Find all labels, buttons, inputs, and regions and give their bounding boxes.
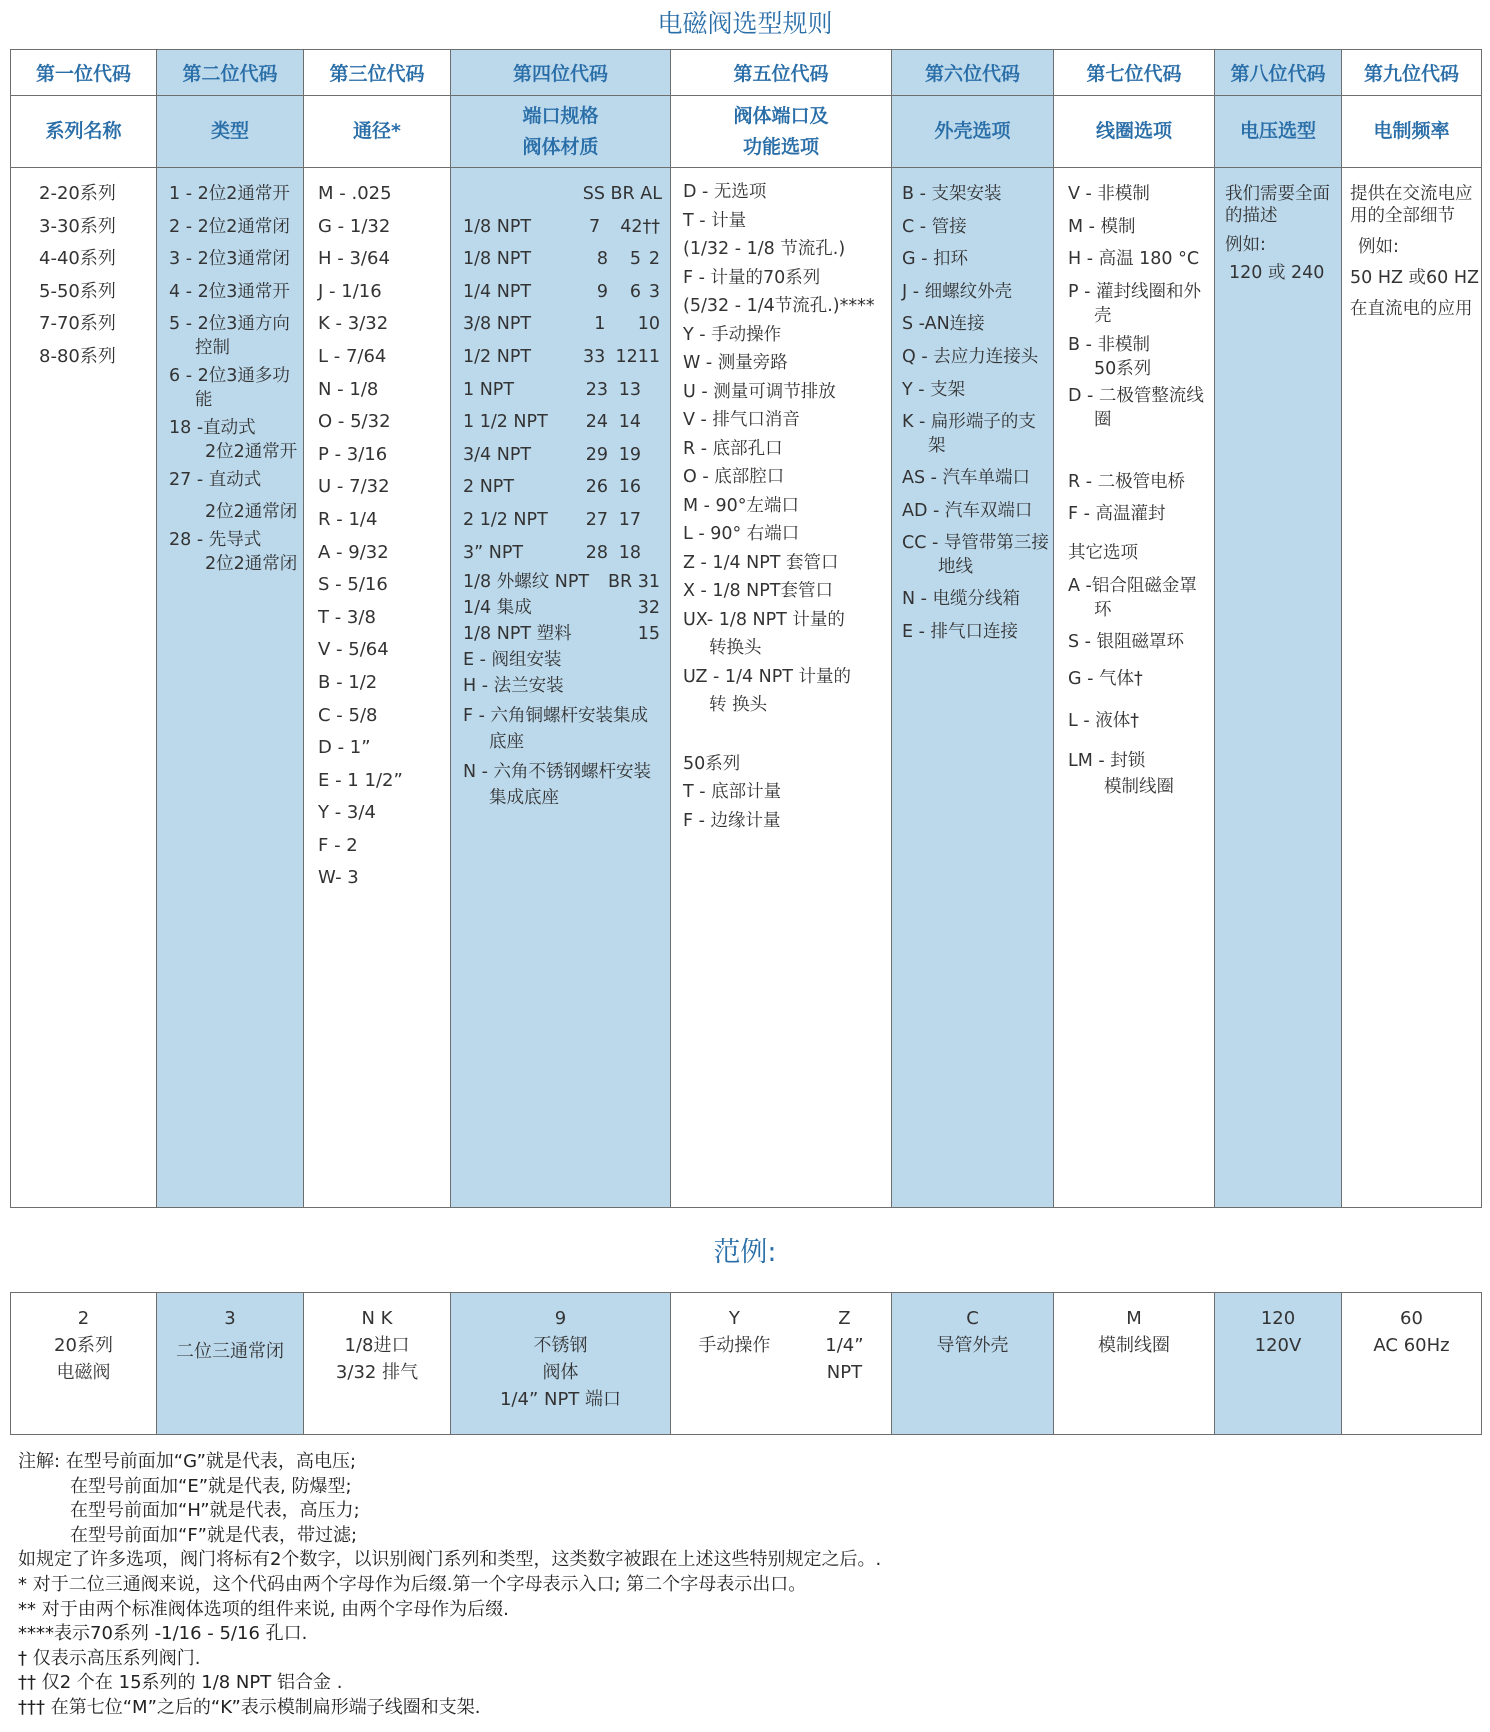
header-name-4: 端口规格 阀体材质 [451, 96, 671, 168]
example-port [451, 1293, 671, 1435]
special-value: 15 [637, 624, 660, 645]
coil-item: B - 非模制 [1068, 334, 1150, 355]
port-option: N - 六角不锈钢螺杆安装集成底座 [463, 762, 652, 809]
enclosure-column [892, 168, 1054, 1208]
orifice-item: G - 1/32 [318, 215, 391, 237]
port-row [463, 374, 664, 407]
enclosure-item: Y - 支架 [902, 379, 966, 400]
ss-code: 1 [594, 314, 606, 335]
enclosure-item: B - 支架安装 [902, 184, 1002, 204]
function-options-column [671, 168, 892, 1208]
function-item-detail: 转换头 [709, 638, 762, 658]
note-line: ****表示70系列 -1/16 - 5/16 孔口. [18, 1623, 308, 1645]
series-column [11, 168, 157, 1208]
type-item: 2 - 2位2通常闭 [169, 216, 290, 237]
header-name-3: 通径* [304, 96, 451, 168]
al-code: 10 [637, 314, 660, 335]
selection-rules-table [10, 49, 1482, 1208]
special-value: BR 31 [608, 572, 660, 593]
series-item: 5-50系列 [39, 280, 116, 302]
example-desc: 3/32 排气 [335, 1362, 419, 1383]
port-row [463, 439, 664, 472]
type-item-detail: 2位2通常闭 [205, 554, 298, 575]
enclosure-item: K - 扁形端子的支架 [902, 412, 1036, 457]
port-size: 3/8 NPT [463, 314, 532, 335]
function-item: U - 测量可调节排放 [683, 381, 836, 402]
port-row [463, 276, 664, 309]
example-orifice [304, 1293, 451, 1435]
ss-code: 29 [585, 444, 608, 465]
port-row [463, 504, 664, 537]
br-code: 17 [618, 509, 641, 530]
header-name-2: 类型 [157, 96, 304, 168]
series-item: 2-20系列 [39, 183, 116, 204]
br-code: 4 [620, 216, 632, 237]
function-item: L - 90° 右端口 [683, 524, 800, 544]
enclosure-item: Q - 去应力连接头 [902, 346, 1039, 367]
type-item-detail: 2位2通常闭 [205, 502, 298, 523]
example-desc: 导管外壳 [936, 1335, 1009, 1356]
header-code-7: 第七位代码 [1054, 50, 1215, 96]
orifice-item: C - 5/8 [318, 704, 378, 726]
header-name-1: 系列名称 [11, 96, 157, 168]
example-desc: 120V [1254, 1335, 1302, 1356]
example-desc: 模制线圈 [1098, 1335, 1170, 1356]
function-item: M - 90°左端口 [683, 495, 800, 516]
port-size: 1/2 NPT [463, 346, 532, 367]
coil-item-detail: 50系列 [1094, 358, 1152, 379]
example-code: 120 [1260, 1308, 1296, 1329]
function-item: V - 排气口消音 [683, 410, 800, 430]
function-item: R - 底部孔口 [683, 438, 783, 459]
orifice-item: B - 1/2 [318, 671, 378, 693]
type-item: 6 - 2位3通多功能 [169, 366, 290, 411]
function-item: (5/32 - 1/4节流孔.)**** [683, 296, 875, 316]
note-line: † 仅表示高压系列阀门. [18, 1647, 201, 1669]
voltage-example-label: 例如: [1225, 235, 1266, 255]
frequency-example-label: 例如: [1358, 237, 1399, 257]
note-line: * 对于二位三通阀来说，这个代码由两个字母作为后缀.第一个字母表示入口; 第二个字母表示出口。 [18, 1573, 807, 1595]
series-item: 4-40系列 [39, 248, 116, 270]
example-desc: 1/4” [825, 1335, 864, 1356]
example-desc: AC 60Hz [1373, 1335, 1450, 1356]
port-size: 3/4 NPT [463, 444, 532, 465]
orifice-item: J - 1/16 [318, 280, 382, 302]
br-code: 19 [618, 444, 641, 465]
example-desc: 阀体 [542, 1362, 579, 1383]
enclosure-item: AD - 汽车双端口 [902, 500, 1033, 521]
type-item: 1 - 2位2通常开 [169, 184, 290, 204]
function-item: O - 底部腔口 [683, 467, 785, 487]
orifice-column [304, 168, 451, 1208]
orifice-item: H - 3/64 [318, 248, 390, 270]
coil-item: R - 二极管电桥 [1068, 471, 1186, 492]
coil-item: F - 高温灌封 [1068, 504, 1166, 525]
br-code: 5 [629, 249, 641, 270]
ss-code: 28 [585, 542, 608, 563]
note-line: 在型号前面加“H”就是代表，高压力; [70, 1500, 360, 1522]
enclosure-item: E - 排气口连接 [902, 621, 1018, 642]
voltage-note: 我们需要全面的描述 [1225, 184, 1330, 226]
type-item: 3 - 2位3通常闭 [169, 249, 290, 270]
header-name-6: 外壳选项 [892, 96, 1054, 168]
orifice-item: V - 5/64 [318, 639, 389, 661]
example-type [157, 1293, 304, 1435]
function-item: T - 计量 [683, 210, 747, 231]
orifice-item: Y - 3/4 [318, 802, 376, 824]
type-item: 4 - 2位3通常开 [169, 281, 290, 302]
example-code: 9 [554, 1308, 567, 1329]
al-code: 3 [648, 281, 660, 302]
example-code: M [1126, 1308, 1142, 1329]
ss-code: 33 [583, 346, 606, 367]
series-item: 3-30系列 [39, 215, 116, 237]
type-column [157, 168, 304, 1208]
coil-item: P - 灌封线圈和外壳 [1068, 281, 1201, 326]
special-value: 32 [637, 598, 660, 619]
orifice-item: T - 3/8 [318, 606, 376, 628]
notes-section [18, 1450, 881, 1721]
coil-item: D - 二极管整流线圈 [1068, 385, 1204, 430]
example-code: Y [728, 1308, 740, 1329]
port-size: 2 1/2 NPT [463, 509, 548, 530]
example-desc: 1/8进口 [344, 1335, 410, 1356]
port-rows [463, 211, 664, 570]
enclosure-item: CC - 导管带第三接地线 [902, 533, 1049, 578]
header-code-3: 第三位代码 [304, 50, 451, 96]
ss-code: 27 [585, 509, 608, 530]
note-line: ** 对于由两个标准阀体选项的组件来说, 由两个字母作为后缀. [18, 1598, 509, 1620]
header-code-6: 第六位代码 [892, 50, 1054, 96]
enclosure-item: G - 扣环 [902, 249, 969, 270]
type-item: 27 - 直动式 [169, 470, 262, 491]
example-code: 2 [77, 1308, 90, 1329]
example-code: 3 [224, 1308, 236, 1329]
port-option: E - 阀组安装 [463, 650, 562, 671]
material-header: SS BR AL [582, 184, 662, 204]
orifice-item: R - 1/4 [318, 508, 378, 530]
port-size: 1/8 NPT [463, 249, 532, 270]
orifice-item: E - 1 1/2” [318, 769, 403, 791]
orifice-item: A - 9/32 [318, 541, 389, 563]
enclosure-item: AS - 汽车单端口 [902, 468, 1031, 489]
function-item: W - 测量旁路 [683, 353, 788, 373]
example-code: C [966, 1308, 979, 1329]
function-item-detail: 转 换头 [709, 695, 768, 715]
function-item: UZ - 1/4 NPT 计量的 [683, 666, 852, 687]
enclosure-item: N - 电缆分线箱 [902, 589, 1021, 610]
special-label: 1/8 外螺纹 NPT [463, 572, 590, 593]
example-table [10, 1292, 1482, 1435]
note-line: 在型号前面加“E”就是代表, 防爆型; [70, 1475, 352, 1497]
enclosure-item: C - 管接 [902, 216, 967, 237]
voltage-example-value: 120 或 240 [1229, 263, 1325, 283]
ss-code: 9 [596, 281, 608, 302]
header-code-2: 第二位代码 [157, 50, 304, 96]
example-voltage [1215, 1293, 1342, 1435]
spacer [1068, 436, 1208, 466]
type-item: 28 - 先导式 [169, 530, 262, 551]
coil-other-item: S - 银阻磁罩环 [1068, 631, 1185, 652]
coil-other-item: A -铝合阻磁金罩环 [1068, 575, 1197, 620]
special-label: 1/8 NPT 塑料 [463, 624, 572, 645]
example-desc: 二位三通常闭 [176, 1341, 284, 1362]
enclosure-item: J - 细螺纹外壳 [902, 281, 1013, 302]
example-code: Z [838, 1308, 851, 1329]
example-desc: 1/4” NPT 端口 [499, 1389, 622, 1410]
coil-other-item-detail: 模制线圈 [1104, 777, 1174, 798]
series50-item: T - 底部计量 [683, 782, 782, 802]
special-row [463, 621, 664, 647]
note-line: 在型号前面加“F”就是代表，带过滤; [70, 1524, 358, 1546]
port-option: F - 六角铜螺杆安装集成底座 [463, 706, 649, 753]
special-row [463, 569, 664, 595]
type-item: 5 - 2位3通方向控制 [169, 314, 290, 359]
example-desc: 20系列 [54, 1335, 113, 1356]
coil-item: V - 非模制 [1068, 184, 1150, 204]
port-size: 1/8 NPT [463, 216, 532, 237]
orifice-item: W- 3 [318, 867, 359, 889]
example-coil [1054, 1293, 1215, 1435]
series50-item: F - 边缘计量 [683, 810, 781, 831]
special-row [463, 595, 664, 621]
example-title: 范例: [713, 1237, 777, 1268]
ss-code: 23 [585, 379, 608, 400]
frequency-note: 提供在交流电应用的全部细节 [1350, 184, 1473, 226]
coil-item: H - 高温 180 °C [1068, 249, 1200, 270]
port-size: 1 1/2 NPT [463, 412, 548, 433]
orifice-item: O - 5/32 [318, 411, 391, 433]
port-row [463, 471, 664, 504]
example-desc: 手动操作 [698, 1335, 771, 1356]
al-code: 2 [648, 249, 660, 270]
orifice-item: U - 7/32 [318, 476, 390, 498]
br-code: 13 [618, 379, 641, 400]
header-name-5: 阀体端口及 功能选项 [671, 96, 892, 168]
header-name-9: 电制频率 [1342, 96, 1482, 168]
header-code-4: 第四位代码 [451, 50, 671, 96]
enclosure-item: S -AN连接 [902, 314, 985, 335]
spacer [683, 720, 883, 750]
series50-title: 50系列 [683, 753, 741, 774]
other-options-title: 其它选项 [1068, 542, 1138, 563]
port-option: H - 法兰安装 [463, 676, 564, 697]
header-name-8: 电压选型 [1215, 96, 1342, 168]
port-row [463, 308, 664, 341]
example-desc: NPT [826, 1362, 863, 1383]
note-line: †† 仅2 个在 15系列的 1/8 NPT 铝合金 . [18, 1672, 343, 1694]
port-size: 1 NPT [463, 379, 515, 400]
header-code-5: 第五位代码 [671, 50, 892, 96]
example-series [11, 1293, 157, 1435]
br-code: 18 [618, 542, 641, 563]
page-title: 电磁阀选型规则 [657, 9, 833, 38]
port-size: 3” NPT [463, 542, 524, 563]
ss-code: 24 [585, 412, 608, 433]
series-item: 8-80系列 [39, 345, 116, 367]
al-code: 2†† [631, 216, 661, 237]
port-row [463, 211, 664, 244]
orifice-item: F - 2 [318, 834, 358, 856]
function-item: X - 1/8 NPT套管口 [683, 581, 833, 601]
ss-code: 7 [589, 216, 601, 237]
orifice-item: K - 3/32 [318, 313, 389, 335]
al-code: 11 [637, 346, 660, 367]
br-code: 6 [629, 281, 641, 302]
port-row [463, 243, 664, 276]
example-code: 60 [1400, 1308, 1423, 1329]
port-row [463, 537, 664, 570]
example-code: N K [361, 1308, 393, 1329]
header-name-7: 线圈选项 [1054, 96, 1215, 168]
header-code-1: 第一位代码 [11, 50, 157, 96]
port-material-column [451, 168, 671, 1208]
orifice-item: N - 1/8 [318, 378, 379, 400]
port-size: 2 NPT [463, 477, 515, 498]
orifice-item: S - 5/16 [318, 574, 388, 596]
function-item: Z - 1/4 NPT 套管口 [683, 552, 839, 573]
example-function [671, 1293, 892, 1435]
example-frequency [1342, 1293, 1482, 1435]
port-row [463, 341, 664, 374]
coil-other-item: G - 气体† [1068, 669, 1143, 690]
orifice-item: L - 7/64 [318, 345, 387, 367]
voltage-column [1215, 168, 1342, 1208]
frequency-column [1342, 168, 1482, 1208]
type-item-detail: 2位2通常开 [205, 442, 298, 463]
frequency-dc-note: 在直流电的应用 [1350, 299, 1473, 319]
function-item: Y - 手动操作 [683, 324, 782, 345]
note-line: 注解: 在型号前面加“G”就是代表，高电压; [18, 1451, 357, 1472]
header-code-9: 第九位代码 [1342, 50, 1482, 96]
coil-item: M - 模制 [1068, 216, 1136, 237]
coil-other-item: L - 液体† [1068, 711, 1139, 732]
ss-code: 8 [596, 249, 608, 270]
example-enclosure [892, 1293, 1054, 1435]
function-item: UX- 1/8 NPT 计量的 [683, 609, 845, 630]
example-desc: 电磁阀 [56, 1362, 111, 1383]
orifice-item: P - 3/16 [318, 443, 388, 465]
port-size: 1/4 NPT [463, 281, 532, 302]
function-item: (1/32 - 1/8 节流孔.) [683, 239, 846, 259]
ss-code: 26 [585, 477, 608, 498]
orifice-item: D - 1” [318, 737, 371, 759]
function-item: F - 计量的70系列 [683, 267, 821, 288]
port-row [463, 406, 664, 439]
note-line: ††† 在第七位“M”之后的“K”表示模制扁形端子线圈和支架. [18, 1696, 481, 1718]
frequency-example-value: 50 HZ 或60 HZ [1350, 268, 1480, 288]
type-item: 18 -直动式 [169, 418, 256, 439]
note-line: 如规定了许多选项，阀门将标有2个数字，以识别阀门系列和类型，这类数字被跟在上述这些特别规定之后。. [18, 1549, 882, 1571]
function-item: D - 无选项 [683, 182, 767, 202]
br-code: 14 [618, 412, 641, 433]
example-desc: 不锈钢 [533, 1335, 588, 1356]
series-item: 7-70系列 [39, 313, 116, 335]
special-label: 1/4 集成 [463, 598, 532, 619]
orifice-item: M - .025 [318, 183, 392, 204]
coil-other-item: LM - 封锁 [1068, 751, 1146, 772]
header-code-8: 第八位代码 [1215, 50, 1342, 96]
coil-options-column [1054, 168, 1215, 1208]
br-code: 12 [615, 346, 638, 367]
br-code: 16 [618, 477, 641, 498]
